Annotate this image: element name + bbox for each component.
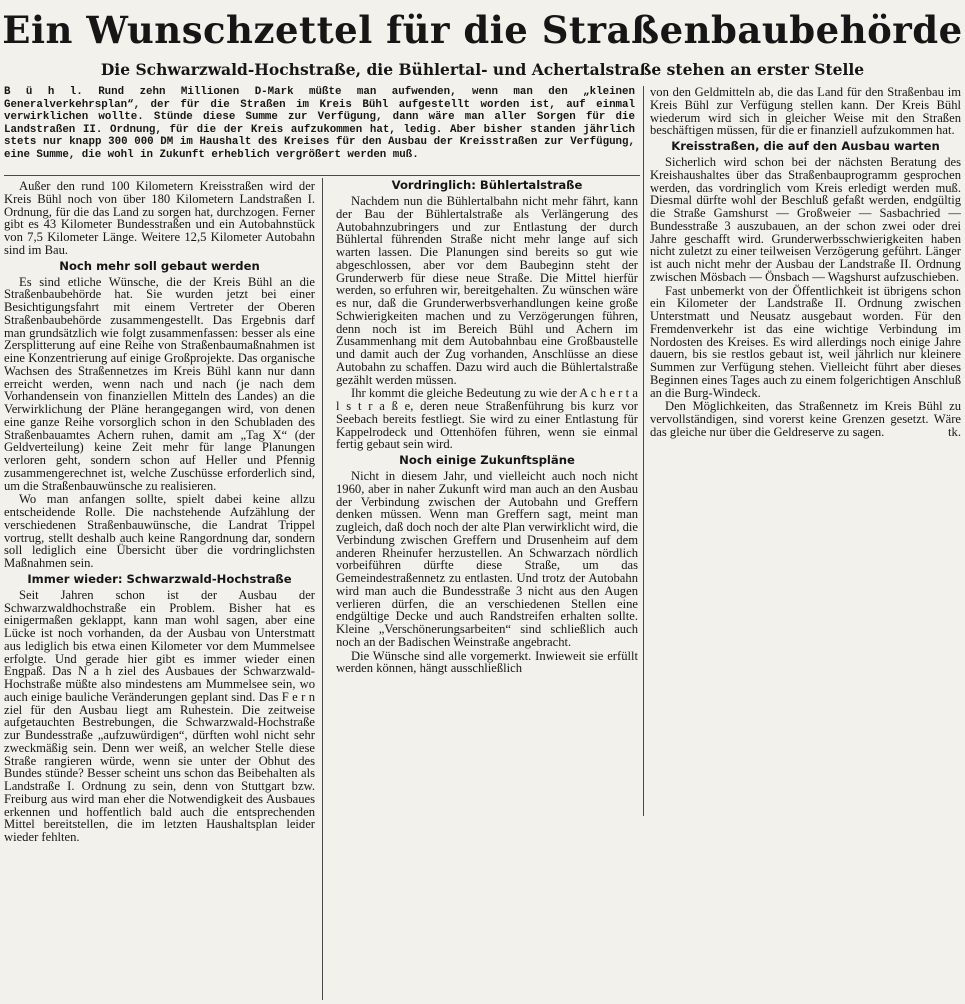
paragraph: Nicht in diesem Jahr, und vielleicht auch noch nicht 1960, aber in naher Zukunft wird man auch an den Ausbau der Verbindung zwischen der Autobahn und Greffern denken müssen. Wenn man Greffern sagt, meint man zugleich, daß doch noch der alte Plan verwirklicht wird, die Verbindung zwischen Greffern und Drusenheim auf dem anderen Rheinufer herzustellen. An Schwarzach nördlich vorbeiführen dürfte diese Straße, um das Gemeindestraßennetz zu entlasten. Und trotz der Autobahn wird man auch die Bundesstraße 3 nicht aus den Augen verlieren dürfen, die an verschiedenen Stellen eine endgültige Decke und auch Randstreifen erhalten sollte. Kleine „Verschönerungsarbeiten“ sind schließlich auch noch an der Badischen Weinstraße angebracht. (336, 469, 638, 649)
column-divider-2 (643, 86, 644, 816)
paragraph: Außer den rund 100 Kilometern Kreisstraßen wird der Kreis Bühl noch von über 180 Kilometern Landstraßen I. Ordnung, für die das Land zu sorgen hat, durchzogen. Ferner gibt es 43 Kilometer Bundesstraßen und ein Autobahnstück von 7,5 Kilometer Länge. Weitere 12,5 Kilometer Autobahn sind im Bau. (4, 180, 315, 257)
paragraph: Seit Jahren schon ist der Ausbau der Schwarzwaldhochstraße ein Problem. Bisher hat es einigermaßen geklappt, kann man wohl sagen, aber eine Lücke ist noch vorhanden, da der Ausbau von Unterstmatt aus lediglich bis etwa einen Kilometer vor dem Mummelsee erfolgte. Und gerade hier gibt es immer wieder einen Engpaß. Das N a h ziel des Ausbaues der Schwarzwald-Hochstraße müßte also mindestens am Mummelsee sein, wo auch einige bauliche Veränderungen geplant sind. Das F e r n ziel für den Ausbau liegt am Ruhestein. Die zeitweise aufgetauchten Bestrebungen, die Schwarzwald-Hochstraße zur Bundesstraße „aufzuwürdigen“, dürften wohl nicht sehr zweckmäßig sein. Denn wer weiß, an welcher Stelle diese Straße rangieren würde, wenn sie unter der Obhut des Bundes stünde? Besser scheint uns schon das Beibehalten als Landstraße I. Ordnung zu sein, denn von Stuttgart bzw. Freiburg aus wird man eher die Notwendigkeit des Ausbaues erkennen und hoffentlich bald auch die entsprechenden Mittel bereitstellen, die im letzten Haushaltsplan leider wieder fehlten. (4, 587, 315, 844)
paragraph: von den Geldmitteln ab, die das Land für den Straßenbau im Kreis Bühl zur Verfügung stellen kann. Der Kreis Bühl wiederum wird sich in gleicher Weise mit den Straßen beschäftigen müssen, für die er finanziell aufzukommen hat. (650, 86, 961, 138)
paragraph: Ihr kommt die gleiche Bedeutung zu wie der A c h e r t a l s t r a ß e, deren neue Straßenführung bis kurz vor Seebach bereits festliegt. Sie wird zu einer Entlastung für Kappelrodeck und Ottenhöfen führen, wenn sie einmal fertig gebaut sein wird. (336, 386, 638, 452)
column-1 (4, 180, 315, 1000)
paragraph: Wo man anfangen sollte, spielt dabei keine allzu entscheidende Rolle. Die nachstehende Aufzählung der verschiedenen Straßenbauwünsche, die Landrat Trippel vortrug, stellt deshalb auch keine Rangordnung dar, sondern soll lediglich eine Übersicht über die vordringlichsten Maßnahmen sein. (4, 492, 315, 570)
paragraph: Fast unbemerkt von der Öffentlichkeit ist übrigens schon ein Kilometer der Landstraße II. Ordnung zwischen Unterstmatt und Neusatz ausgebaut worden. Für den Fremdenverkehr ist das eine wichtige Verbindung im Nordosten des Kreises. Es wird allerdings noch einige Jahre dauern, bis sie restlos gebaut ist, weil jährlich nur kleinere Summen zur Verfügung stehen. Vielleicht führt aber dieses Beginnen eines Tages auch zu einem folgerichtigen Anschluß an die Burg-Windeck. (650, 283, 961, 400)
paragraph: Es sind etliche Wünsche, die der Kreis Bühl an die Straßenbaubehörde hat. Sie wurden jetzt bei einer Besichtigungsfahrt mit einem Vertreter der Oberen Straßenbaubehörde zusammengestellt. Das Ergebnis darf man grundsätzlich wie folgt zusammenfassen: besser als eine Zersplitterung auf eine Reihe von Straßenbaumaßnahmen ist eine Konzentrierung auf einige Großprojekte. Das organische Wachsen des Straßennetzes im Kreis Bühl kann nur dann erreicht werden, wenn nach und nach (je nach dem Vorhandensein von finanziellen Mitteln des Landes) an die Verwirklichung der Pläne herangegangen wird, von denen eine ganze Reihe vorsorglich schon in den Schubladen des Straßenbauamtes Achern ruhen, damit am „Tag X“ (der Geldverteilung) keine Zeit mehr für lange Planungen verloren geht, sondern schon auf Heller und Pfennig zusammengerechnet ist, welche Zuschüsse erforderlich sind, um die Straßenbauwünsche zu realisieren. (4, 274, 315, 493)
subheading: Noch einige Zukunftspläne (399, 453, 575, 467)
paragraph: Nachdem nun die Bühlertalbahn nicht mehr fährt, kann der Bau der Bühlertalstraße als Verlängerung des Autobahnzubringers und zur Entlastung der durch Bühlertal führenden Straße nicht mehr lange auf sich warten lassen. Die Planungen sind bereits so gut wie abgeschlossen, aber vor dem Baubeginn steht der Grunderwerb für diese neue Straße. Die Mittel hierfür werden, so erfuhren wir, bereitgehalten. Zu wünschen wäre es nur, daß die Grunderwerbsverhandlungen keine große Schwierigkeiten machen und zu Verzögerungen führen, denn noch ist im Bereich Bühl und Achern im Zusammenhang mit dem Autobahnbau eine Großbaustelle und damit auch der Zug vorhanden, Anschlüsse an diese Autobahn zu schaffen. Dazu wird auch die Bühlertalstraße gezählt werden müssen. (336, 194, 638, 387)
column-3 (650, 86, 961, 556)
paragraph: Sicherlich wird schon bei der nächsten Beratung des Kreishaushaltes über das Straßenbauprogramm gesprochen werden, das vordringlich vom Kreis erledigt werden muß. Diesmal dürfte wohl der Beschluß gefaßt werden, endgültig die Straße Gamshurst — Großweier — Sasbachried — Bundesstraße 3 auszubauen, an der schon zwei oder drei Jahre geschafft wird. Grunderwerbsschwierigkeiten haben nicht zuletzt zu einer teilweisen Verzögerung geführt. Länger ist auch nicht mehr der Ausbau der Landstraße II. Ordnung zwischen Mösbach — Önsbach — Wagshurst aufzuschieben. (650, 155, 961, 284)
column-divider-1 (322, 178, 323, 1000)
paragraph: Den Möglichkeiten, das Straßennetz im Kreis Bühl zu vervollständigen, sind vorerst keine Grenzen gesetzt. Wäre das gleiche nur über die Geldreserve zu sagen. (650, 399, 961, 439)
subheading: Vordringlich: Bühlertalstraße (391, 178, 583, 192)
lead-paragraph: B ü h l. Rund zehn Millionen D-Mark müßte man aufwenden, wenn man den „kleinen Generalverkehrsplan“, der für die Straßen im Kreis Bühl aufgestellt worden ist, auf einmal verwirklichen wollte. Stünde diese Summe zur Verfügung, dann wäre man aller Sorgen für die Landstraßen II. Ordnung, für die der Kreis aufzukommen hat, ledig. Aber bisher standen jährlich stets nur knapp 300 000 DM im Haushalt des Kreises für den Ausbau der Kreisstraßen zur Verfügung, eine Summe, die wohl in Zukunft erheblich vergrößert werden muß. (4, 86, 635, 161)
subheading: Kreisstraßen, die auf den Ausbau warten (671, 139, 940, 153)
headline: Ein Wunschzettel für die Straßenbaubehörde (2, 8, 963, 52)
subheadline: Die Schwarzwald-Hochstraße, die Bühlertal- und Achertalstraße stehen an erster Stelle (100, 60, 865, 79)
subheading: Noch mehr soll gebaut werden (59, 258, 260, 273)
author-signature: tk. (948, 424, 961, 439)
paragraph: Die Wünsche sind alle vorgemerkt. Inwieweit sie erfüllt werden können, hängt ausschließlich (336, 648, 638, 676)
subheading: Immer wieder: Schwarzwald-Hochstraße (27, 571, 292, 586)
column-2 (336, 176, 638, 816)
